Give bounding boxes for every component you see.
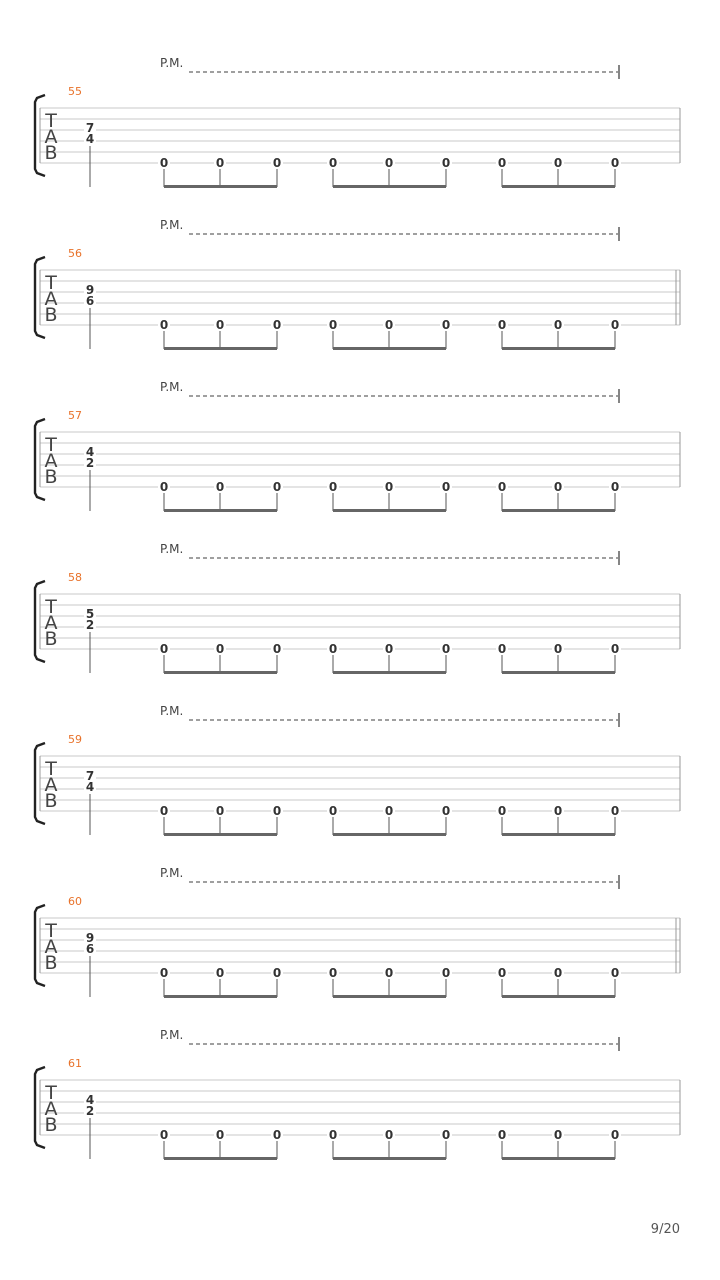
chord-top-fret: 4 [85,1093,95,1107]
tab-clef-letter: T [45,1082,57,1104]
measure-number: 55 [68,85,82,98]
palm-mute-label: P.M. [160,704,184,718]
note-beam [502,509,615,512]
note-beam [164,1157,277,1160]
chord-bottom-fret: 2 [85,1104,95,1118]
note-beam [164,509,277,512]
tab-clef-letter: B [44,304,58,326]
note-beam [333,185,446,188]
open-note: 0 [441,642,451,656]
open-note: 0 [553,642,563,656]
open-note: 0 [384,318,394,332]
open-note: 0 [328,804,338,818]
open-note: 0 [159,480,169,494]
chord-top-fret: 7 [85,769,95,783]
open-note: 0 [328,1128,338,1142]
open-note: 0 [328,318,338,332]
open-note: 0 [441,318,451,332]
open-note: 0 [441,1128,451,1142]
open-note: 0 [272,318,282,332]
open-note: 0 [441,966,451,980]
open-note: 0 [215,966,225,980]
open-note: 0 [215,480,225,494]
open-note: 0 [553,318,563,332]
open-note: 0 [272,804,282,818]
open-note: 0 [272,642,282,656]
chord-top-fret: 5 [85,607,95,621]
note-beam [164,833,277,836]
tab-clef-letter: T [45,272,57,294]
tab-clef-letter: T [45,434,57,456]
open-note: 0 [215,642,225,656]
note-beam [164,995,277,998]
open-note: 0 [384,966,394,980]
open-note: 0 [497,318,507,332]
tab-clef-letter: A [44,1098,58,1120]
chord-bottom-fret: 4 [85,780,95,794]
open-note: 0 [497,156,507,170]
open-note: 0 [553,966,563,980]
tab-clef-letter: T [45,110,57,132]
palm-mute-label: P.M. [160,380,184,394]
tab-clef-letter: T [45,758,57,780]
palm-mute-label: P.M. [160,866,184,880]
open-note: 0 [384,804,394,818]
note-beam [164,185,277,188]
palm-mute-label: P.M. [160,542,184,556]
chord-top-fret: 9 [85,283,95,297]
open-note: 0 [159,966,169,980]
open-note: 0 [497,642,507,656]
measure-number: 61 [68,1057,82,1070]
note-beam [502,347,615,350]
chord-top-fret: 9 [85,931,95,945]
open-note: 0 [272,480,282,494]
open-note: 0 [497,1128,507,1142]
note-beam [502,833,615,836]
open-note: 0 [272,1128,282,1142]
note-beam [502,995,615,998]
open-note: 0 [215,318,225,332]
note-beam [333,995,446,998]
open-note: 0 [384,1128,394,1142]
open-note: 0 [384,642,394,656]
tab-clef-letter: A [44,288,58,310]
tab-clef-letter: A [44,774,58,796]
note-beam [502,671,615,674]
open-note: 0 [159,804,169,818]
chord-bottom-fret: 2 [85,456,95,470]
open-note: 0 [328,156,338,170]
open-note: 0 [497,804,507,818]
tab-clef-letter: A [44,936,58,958]
chord-top-fret: 7 [85,121,95,135]
note-beam [502,1157,615,1160]
open-note: 0 [553,480,563,494]
tab-clef-letter: B [44,1114,58,1136]
open-note: 0 [328,966,338,980]
open-note: 0 [610,966,620,980]
open-note: 0 [272,156,282,170]
open-note: 0 [328,480,338,494]
palm-mute-label: P.M. [160,218,184,232]
open-note: 0 [159,642,169,656]
open-note: 0 [610,318,620,332]
note-beam [164,671,277,674]
note-beam [502,185,615,188]
tab-clef-letter: A [44,126,58,148]
open-note: 0 [497,966,507,980]
measure-number: 59 [68,733,82,746]
tab-clef-letter: A [44,450,58,472]
measure-number: 60 [68,895,82,908]
note-beam [333,671,446,674]
open-note: 0 [610,804,620,818]
note-beam [164,347,277,350]
measure-number: 57 [68,409,82,422]
open-note: 0 [441,480,451,494]
open-note: 0 [159,1128,169,1142]
open-note: 0 [441,156,451,170]
open-note: 0 [384,480,394,494]
chord-bottom-fret: 6 [85,942,95,956]
measure-number: 56 [68,247,82,260]
open-note: 0 [553,156,563,170]
open-note: 0 [497,480,507,494]
tab-clef-letter: A [44,612,58,634]
tab-clef-letter: B [44,952,58,974]
open-note: 0 [215,156,225,170]
tab-clef-letter: T [45,920,57,942]
open-note: 0 [272,966,282,980]
palm-mute-label: P.M. [160,1028,184,1042]
open-note: 0 [159,318,169,332]
page-number: 9/20 [650,1222,680,1237]
tab-clef-letter: T [45,596,57,618]
open-note: 0 [328,642,338,656]
note-beam [333,833,446,836]
open-note: 0 [610,480,620,494]
open-note: 0 [610,642,620,656]
open-note: 0 [553,1128,563,1142]
tab-clef-letter: B [44,790,58,812]
open-note: 0 [610,156,620,170]
tab-clef-letter: B [44,466,58,488]
chord-bottom-fret: 4 [85,132,95,146]
note-beam [333,1157,446,1160]
open-note: 0 [441,804,451,818]
open-note: 0 [159,156,169,170]
chord-bottom-fret: 6 [85,294,95,308]
open-note: 0 [553,804,563,818]
open-note: 0 [215,804,225,818]
tab-clef-letter: B [44,628,58,650]
chord-top-fret: 4 [85,445,95,459]
note-beam [333,347,446,350]
note-beam [333,509,446,512]
chord-bottom-fret: 2 [85,618,95,632]
open-note: 0 [610,1128,620,1142]
open-note: 0 [215,1128,225,1142]
palm-mute-label: P.M. [160,56,184,70]
measure-number: 58 [68,571,82,584]
tab-clef-letter: B [44,142,58,164]
open-note: 0 [384,156,394,170]
